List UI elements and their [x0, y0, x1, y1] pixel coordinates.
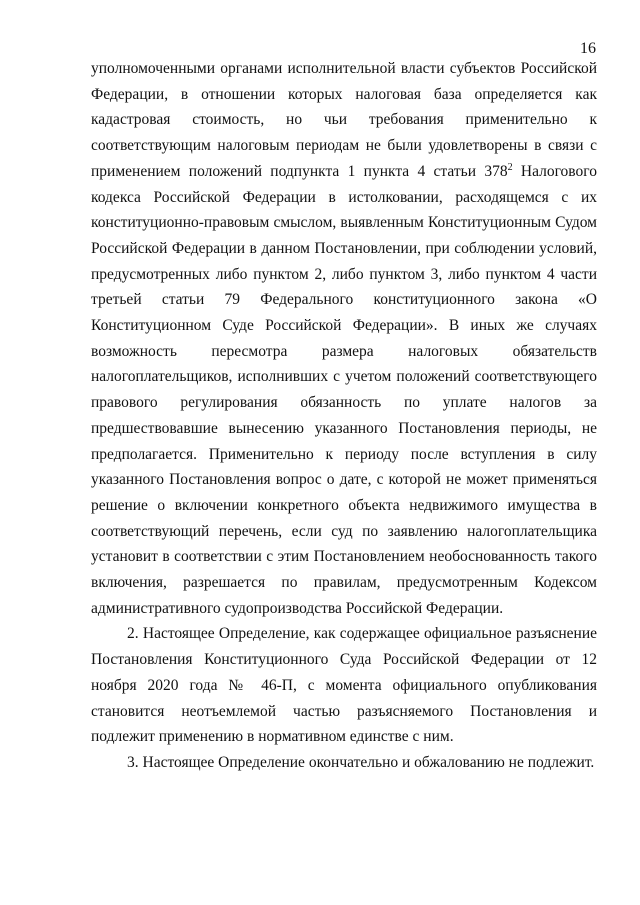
paragraph-continuation — [91, 56, 597, 621]
page-number: 16 — [580, 40, 596, 57]
paragraph-text-part: Налогового кодекса Российской Федерации в истолковании, расходящемся с их конституционно-правовым смыслом, выявленным Конституционным Судом Российской Федерации в данном Постановлении, при соблюдении условий, предусмотренных либо пунктом 2, либо пунктом 3, либо пунктом 4 части третьей статьи 79 Федерального конституционного закона «О Конституционном Суде Российской Федерации». В иных же случаях возможность пересмотра размера налоговых обязательств налогоплательщиков, исполнивших с учетом положений соответствующего правового регулирования обязанность по уплате налогов за предшествовавшие вынесению указанного Постановления периоды, не предполагается. Применительно к периоду после вступления в силу указанного Постановления вопрос о дате, с которой не может применяться решение о включении конкретного объекта недвижимого имущества в соответствующий перечень, если суд по заявлению налогоплательщика установит в соответствии с этим Постановлением необоснованность такого включения, разрешается по правилам, предусмотренным Кодексом административного судопроизводства Российской Федерации. — [91, 162, 597, 617]
paragraph-item-3: 3. Настоящее Определение окончательно и обжалованию не подлежит. — [127, 753, 595, 771]
document-body — [91, 56, 597, 776]
article-superscript: 2 — [507, 161, 513, 173]
paragraph-text-part: уполномоченными органами исполнительной власти субъектов Российской Федерации, в отношении которых налоговая база определяется как кадастровая стоимость, но чьи требования применительно к соответствующим налоговым периодам не были удовлетворены в связи с применением положений подпункта 1 пункта 4 статьи 378 — [91, 60, 597, 180]
paragraph-item-2: 2. Настоящее Определение, как содержащее официальное разъяснение Постановления Конституционного Суда Российской Федерации от 12 ноября 2020 года № 46-П, с момента официального опубликования становится неотъемлемой частью разъясняемого Постановления и подлежит применению в нормативном единстве с ним. — [91, 625, 597, 746]
